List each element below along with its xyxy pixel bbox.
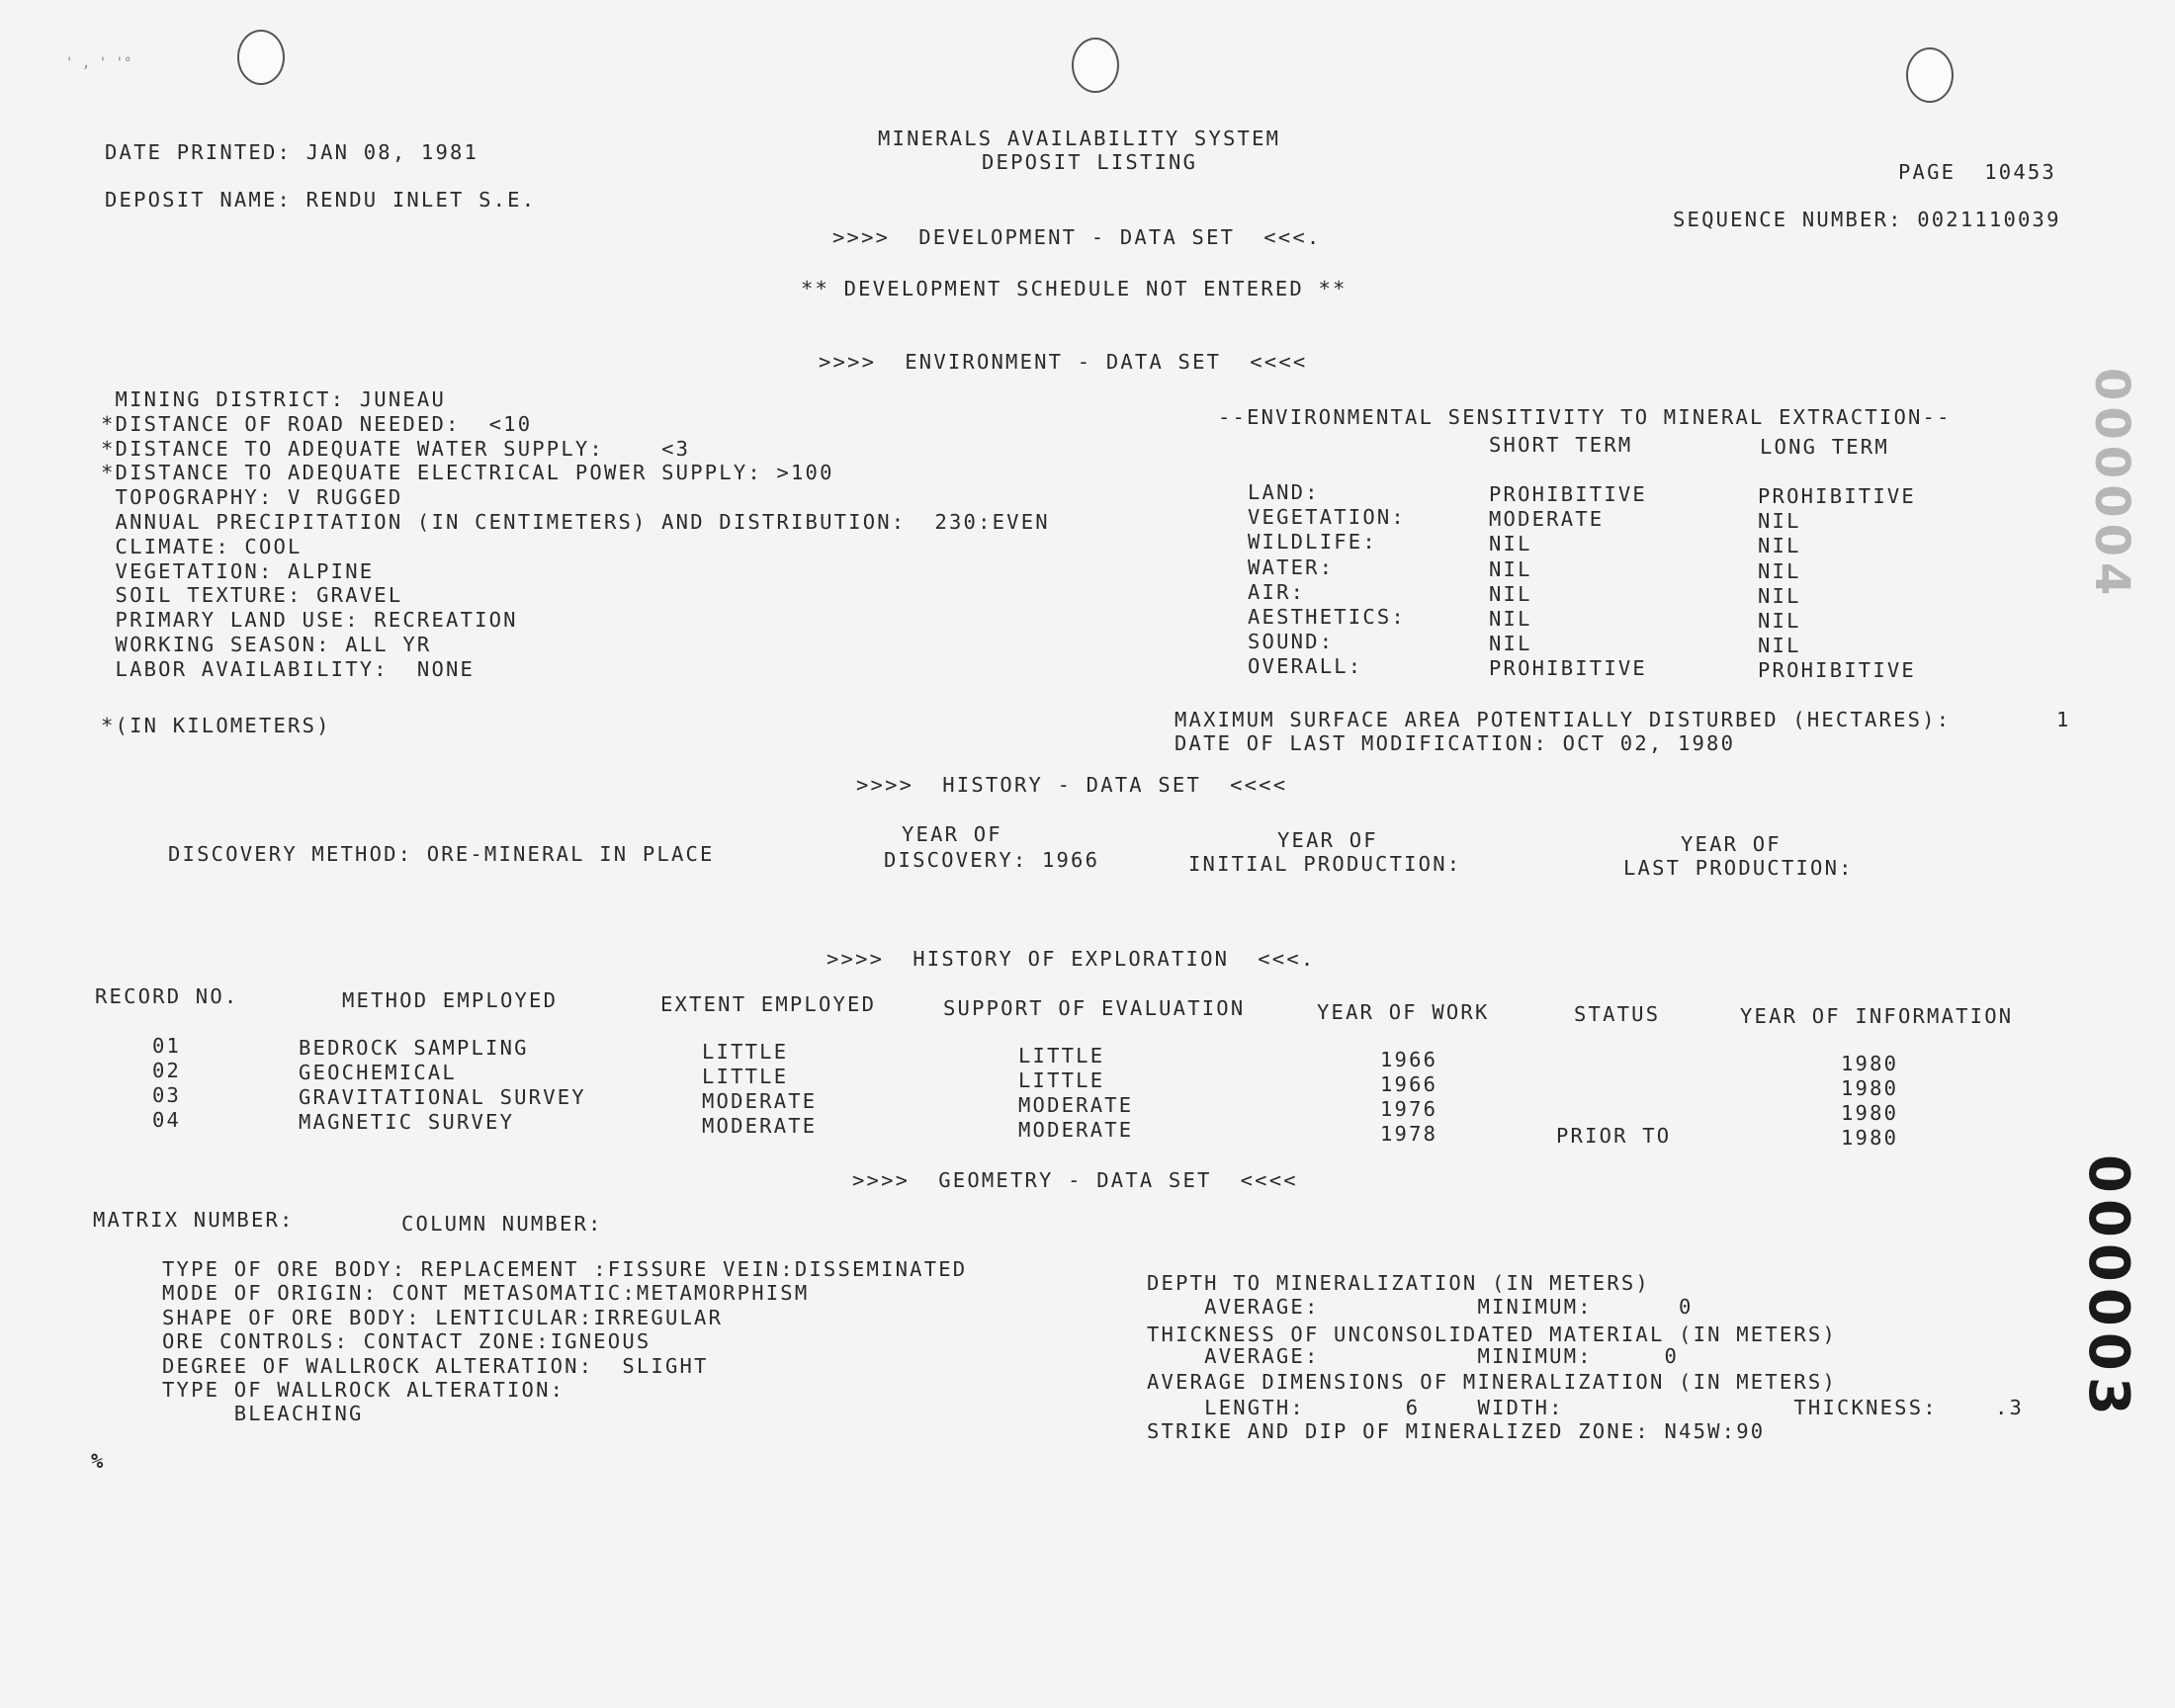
extent-cell: LITTLE [702,1065,789,1088]
punch-hole-right [1906,47,1954,103]
side-stamp-dark: 000003 [2076,1154,2140,1421]
year-of-information-cell: 1980 [1841,1076,1899,1100]
sensitivity-short-term: PROHIBITIVE [1489,482,1647,506]
environment-line: WORKING SEASON: ALL YR [101,633,432,656]
sensitivity-label: VEGETATION: [1248,505,1406,530]
support-cell: MODERATE [1018,1093,1134,1117]
last-production-label: YEAR OF [1681,832,1782,856]
short-term-header: SHORT TERM [1489,433,1633,457]
environment-line: CLIMATE: COOL [101,534,303,558]
sensitivity-long-term: PROHIBITIVE [1758,658,1916,683]
method-cell: MAGNETIC SURVEY [299,1110,515,1134]
sensitivity-long-term: NIL [1758,609,1801,633]
support-cell: MODERATE [1018,1118,1134,1142]
environment-line: SOIL TEXTURE: GRAVEL [101,583,403,608]
year-of-discovery-label: YEAR OF [902,822,1002,846]
depth-row: AVERAGE: MINIMUM: 0 [1147,1295,1694,1319]
col-year-of-work: YEAR OF WORK [1317,1000,1490,1024]
method-cell: BEDROCK SAMPLING [299,1036,529,1060]
year-of-discovery: DISCOVERY: 1966 [884,848,1100,872]
dimensions-title: AVERAGE DIMENSIONS OF MINERALIZATION (IN METERS) [1147,1370,1838,1394]
dimensions-row: LENGTH: 6 WIDTH: THICKNESS: .3 [1147,1396,2025,1419]
year-of-information-cell: 1980 [1841,1052,1899,1075]
discovery-method: DISCOVERY METHOD: ORE-MINERAL IN PLACE [168,842,715,866]
geometry-heading: >>>> GEOMETRY - DATA SET <<<< [852,1168,1298,1192]
initial-production-label: YEAR OF [1277,828,1378,852]
initial-production: INITIAL PRODUCTION: [1188,852,1462,876]
geometry-line: SHAPE OF ORE BODY: LENTICULAR:IRREGULAR [162,1305,724,1329]
sensitivity-long-term: NIL [1758,583,1801,608]
exploration-heading: >>>> HISTORY OF EXPLORATION <<<. [826,947,1316,971]
sensitivity-short-term: PROHIBITIVE [1489,656,1647,681]
support-cell: LITTLE [1018,1068,1105,1092]
year-of-work-cell: 1976 [1380,1097,1438,1121]
side-stamp-light: 000004 [2084,368,2139,602]
column-number: COLUMN NUMBER: [401,1212,603,1236]
punch-hole-center [1072,38,1119,93]
year-of-information-cell: 1980 [1841,1101,1899,1125]
year-of-work-cell: 1966 [1380,1072,1438,1096]
col-year-of-information: YEAR OF INFORMATION [1740,1004,2014,1028]
speck-marks: ' , ' '° [65,55,132,71]
thickness-title: THICKNESS OF UNCONSOLIDATED MATERIAL (IN METERS) [1147,1323,1838,1346]
geometry-line: BLEACHING [162,1402,364,1426]
sequence-number: SEQUENCE NUMBER: 0021110039 [1673,208,2061,231]
col-record-no: RECORD NO. [95,984,239,1008]
sensitivity-short-term: NIL [1489,556,1532,581]
long-term-header: LONG TERM [1760,435,1889,459]
system-title: MINERALS AVAILABILITY SYSTEM [878,127,1281,150]
development-heading: >>>> DEVELOPMENT - DATA SET <<<. [832,225,1322,249]
environment-line: VEGETATION: ALPINE [101,558,375,583]
year-of-work-cell: 1978 [1380,1122,1438,1146]
max-surface-area: MAXIMUM SURFACE AREA POTENTIALLY DISTURBED (HECTARES): [1174,708,1952,731]
last-modification: DATE OF LAST MODIFICATION: OCT 02, 1980 [1174,731,1736,755]
listing-title: DEPOSIT LISTING [982,150,1198,174]
status-cell: PRIOR TO [1556,1124,1672,1148]
year-of-work-cell: 1966 [1380,1048,1438,1071]
footer-mark: % [91,1449,106,1473]
sensitivity-label: WILDLIFE: [1248,530,1377,555]
col-extent-employed: EXTENT EMPLOYED [660,992,877,1016]
geometry-line: ORE CONTROLS: CONTACT ZONE:IGNEOUS [162,1329,652,1354]
record-no-cell: 04 [152,1108,182,1132]
environment-line: MINING DISTRICT: JUNEAU [101,387,447,411]
environment-line: LABOR AVAILABILITY: NONE [101,656,476,681]
environment-heading: >>>> ENVIRONMENT - DATA SET <<<< [819,350,1308,374]
support-cell: LITTLE [1018,1044,1105,1068]
geometry-line: TYPE OF WALLROCK ALTERATION: [162,1378,566,1402]
record-no-cell: 03 [152,1083,182,1107]
sensitivity-label: LAND: [1248,480,1320,504]
col-support-evaluation: SUPPORT OF EVALUATION [943,996,1246,1020]
sensitivity-short-term: NIL [1489,632,1532,656]
environment-line: *DISTANCE TO ADEQUATE ELECTRICAL POWER SUPPLY: >100 [101,461,834,485]
depth-title: DEPTH TO MINERALIZATION (IN METERS) [1147,1271,1650,1295]
extent-cell: LITTLE [702,1040,789,1064]
kilometers-footnote: *(IN KILOMETERS) [101,714,331,737]
sensitivity-long-term: PROHIBITIVE [1758,484,1916,508]
sensitivity-short-term: NIL [1489,607,1532,631]
method-cell: GRAVITATIONAL SURVEY [299,1085,586,1109]
sensitivity-long-term: NIL [1758,558,1801,583]
environment-line: *DISTANCE OF ROAD NEEDED: <10 [101,411,533,436]
sensitivity-long-term: NIL [1758,634,1801,658]
extent-cell: MODERATE [702,1114,818,1138]
col-status: STATUS [1574,1002,1661,1026]
strike-dip: STRIKE AND DIP OF MINERALIZED ZONE: N45W:90 [1147,1419,1766,1443]
method-cell: GEOCHEMICAL [299,1061,457,1084]
year-of-information-cell: 1980 [1841,1126,1899,1150]
environment-line: ANNUAL PRECIPITATION (IN CENTIMETERS) AND DISTRIBUTION: 230:EVEN [101,510,1050,534]
environment-line: *DISTANCE TO ADEQUATE WATER SUPPLY: <3 [101,436,691,461]
environment-line: PRIMARY LAND USE: RECREATION [101,608,518,633]
history-heading: >>>> HISTORY - DATA SET <<<< [856,773,1288,797]
sensitivity-label: WATER: [1248,555,1335,579]
date-printed: DATE PRINTED: JAN 08, 1981 [105,140,479,164]
environment-line: TOPOGRAPHY: V RUGGED [101,485,403,510]
sensitivity-label: OVERALL: [1248,654,1363,679]
sensitivity-label: AIR: [1248,579,1306,604]
extent-cell: MODERATE [702,1089,818,1113]
sensitivity-title: --ENVIRONMENTAL SENSITIVITY TO MINERAL EXTRACTION-- [1218,405,1952,429]
sensitivity-long-term: NIL [1758,509,1801,534]
max-surface-value: 1 [2056,708,2071,731]
geometry-line: DEGREE OF WALLROCK ALTERATION: SLIGHT [162,1353,709,1378]
development-note: ** DEVELOPMENT SCHEDULE NOT ENTERED ** [801,277,1348,300]
sensitivity-short-term: MODERATE [1489,507,1605,532]
record-no-cell: 01 [152,1034,182,1058]
deposit-name: DEPOSIT NAME: RENDU INLET S.E. [105,188,537,212]
matrix-number: MATRIX NUMBER: [93,1208,295,1232]
sensitivity-label: SOUND: [1248,630,1335,654]
col-method-employed: METHOD EMPLOYED [342,988,559,1012]
sensitivity-label: AESTHETICS: [1248,605,1406,629]
geometry-line: TYPE OF ORE BODY: REPLACEMENT :FISSURE VEIN:DISSEMINATED [162,1257,968,1281]
last-production: LAST PRODUCTION: [1623,856,1854,880]
sensitivity-long-term: NIL [1758,534,1801,558]
record-no-cell: 02 [152,1059,182,1082]
geometry-line: MODE OF ORIGIN: CONT METASOMATIC:METAMORPHISM [162,1281,810,1306]
punch-hole-left [237,30,285,85]
sensitivity-short-term: NIL [1489,532,1532,556]
sensitivity-short-term: NIL [1489,581,1532,606]
page-number: PAGE 10453 [1898,160,2056,184]
thickness-row: AVERAGE: MINIMUM: 0 [1147,1344,1680,1368]
